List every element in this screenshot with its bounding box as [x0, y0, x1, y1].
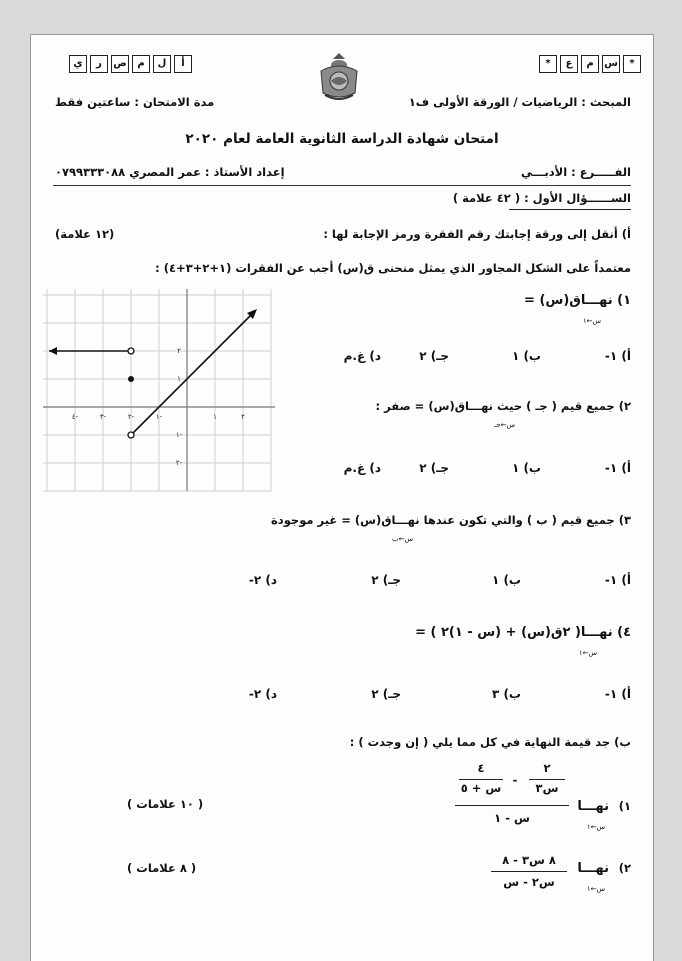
b2-limit-sub: س←١ — [586, 885, 605, 893]
b1-term1-den: س٣ — [535, 781, 559, 795]
y-tick-label: ٢ — [177, 347, 181, 355]
code-boxes-left — [69, 55, 195, 73]
y-tick-label: ١ — [177, 375, 181, 383]
left-arrow-icon — [49, 347, 57, 355]
q2-option-a: أ) ١- — [604, 461, 631, 475]
x-tick-label: ٢- — [127, 413, 135, 421]
x-tick-label: ١ — [213, 413, 217, 421]
jordan-emblem-icon — [315, 51, 363, 103]
open-point — [128, 348, 134, 354]
code-boxes-right — [539, 55, 644, 73]
q1-stem: ١) نهـــاق(س) = — [524, 293, 631, 308]
x-tick-label: ٣- — [99, 413, 107, 421]
b1-term1-num: ٢ — [543, 761, 551, 775]
code-box: س — [602, 55, 620, 73]
b1-term2-bar — [459, 779, 503, 780]
function-graph — [35, 283, 285, 493]
b1-term2-num: ٤ — [477, 761, 485, 775]
q2-option-b: ب) ١ — [511, 461, 541, 475]
b1-term2-den: س + ٥ — [460, 781, 502, 795]
duration-label: مدة الامتحان : ساعتين فقط — [55, 95, 215, 109]
b1-number: ١) — [618, 799, 631, 813]
q2-limit-sub: س←جـ — [494, 421, 515, 429]
branch-label: الفـــــرع : الأدبـــي — [521, 165, 631, 179]
open-point-lower — [128, 432, 134, 438]
q2-option-d: د) غ.م — [343, 461, 381, 475]
title-underline — [509, 209, 631, 210]
q1-option-a: أ) ١- — [604, 349, 631, 363]
part-a-intro: معتمداً على الشكل المجاور الذي يمثل منحنى ق(س) أجب عن الفقرات (١+٢+٣+٤) : — [155, 261, 631, 275]
b2-marks: ( ٨ علامات ) — [127, 861, 197, 875]
q3-option-a: أ) ١- — [604, 573, 631, 587]
part-a-marks: (١٢ علامة) — [55, 227, 115, 241]
y-tick-label: ٢- — [175, 459, 183, 467]
x-tick-label: ٤- — [71, 413, 79, 421]
teacher-label: إعداد الأستاذ : عمر المصري ٠٧٩٩٣٣٣٠٨٨ — [55, 165, 285, 179]
q4-option-a: أ) ١- — [604, 687, 631, 701]
exam-sheet — [30, 34, 654, 961]
b2-numerator: ٨ س٣ - ٨ — [502, 853, 556, 867]
q4-limit-sub: س←١ — [578, 649, 597, 657]
b1-limit: نهـــا — [577, 799, 609, 814]
q4-option-d: د) ٢- — [248, 687, 277, 701]
q4-option-b: ب) ٣ — [491, 687, 521, 701]
q4-stem: ٤) نهـــا( ٢ق(س) + (س - ١)٢ ) = — [415, 625, 631, 640]
b2-denominator: س٢ - س — [503, 875, 555, 889]
x-tick-label: ١- — [155, 413, 163, 421]
q3-limit-sub: س←ب — [392, 535, 413, 543]
q2-stem: ٢) جميع قيم ( جـ ) حيث نهـــاق(س) = صفر : — [375, 399, 631, 413]
b1-marks: ( ١٠ علامات ) — [127, 797, 204, 811]
b1-limit-sub: س←١ — [586, 823, 605, 831]
b2-bar — [491, 871, 567, 872]
q1-option-b: ب) ١ — [511, 349, 541, 363]
code-box: * — [539, 55, 557, 73]
y-tick-label: ١- — [175, 431, 183, 439]
code-box: ر — [90, 55, 108, 73]
part-a-instruction: أ) أنقل إلى ورقة إجابتك رقم الفقرة ورمز الإجابة لها : — [323, 227, 631, 241]
b1-term1-bar — [529, 779, 565, 780]
q2-option-c: جـ) ٢ — [419, 461, 449, 475]
code-box: ي — [69, 55, 87, 73]
divider — [53, 185, 631, 186]
b1-main-bar — [455, 805, 569, 806]
q4-option-c: جـ) ٢ — [371, 687, 401, 701]
q3-option-c: جـ) ٢ — [371, 573, 401, 587]
code-box: م — [132, 55, 150, 73]
subject-label: المبحث : الرياضيات / الورقة الأولى ف١ — [408, 95, 631, 109]
b2-limit: نهـــا — [577, 861, 609, 876]
q1-option-c: جـ) ٢ — [419, 349, 449, 363]
code-box: * — [623, 55, 641, 73]
code-box: م — [581, 55, 599, 73]
exam-title: امتحان شهادة الدراسة الثانوية العامة لعام ٢٠٢٠ — [185, 131, 499, 147]
q3-option-b: ب) ١ — [491, 573, 521, 587]
code-box: ص — [111, 55, 129, 73]
code-box: أ — [174, 55, 192, 73]
code-box: ل — [153, 55, 171, 73]
code-box: ع — [560, 55, 578, 73]
b2-number: ٢) — [618, 861, 631, 875]
x-tick-label: ٢ — [241, 413, 245, 421]
slanted-line — [131, 315, 251, 435]
q1-option-d: د) غ.م — [343, 349, 381, 363]
question-title: الســــــؤال الأول : ( ٤٢ علامة ) — [452, 191, 631, 205]
part-b-instruction: ب) جد قيمة النهاية في كل مما يلي ( إن وجدت ) : — [349, 735, 631, 749]
q1-limit-sub: س←١ — [582, 317, 601, 325]
q3-stem: ٣) جميع قيم ( ب ) والتي تكون عندها نهـــاق(س) = غير موجودة — [271, 513, 631, 527]
b1-minus: - — [512, 773, 518, 787]
closed-point — [128, 376, 134, 382]
b1-outer-den: س - ١ — [494, 811, 530, 825]
q3-option-d: د) ٢- — [248, 573, 277, 587]
